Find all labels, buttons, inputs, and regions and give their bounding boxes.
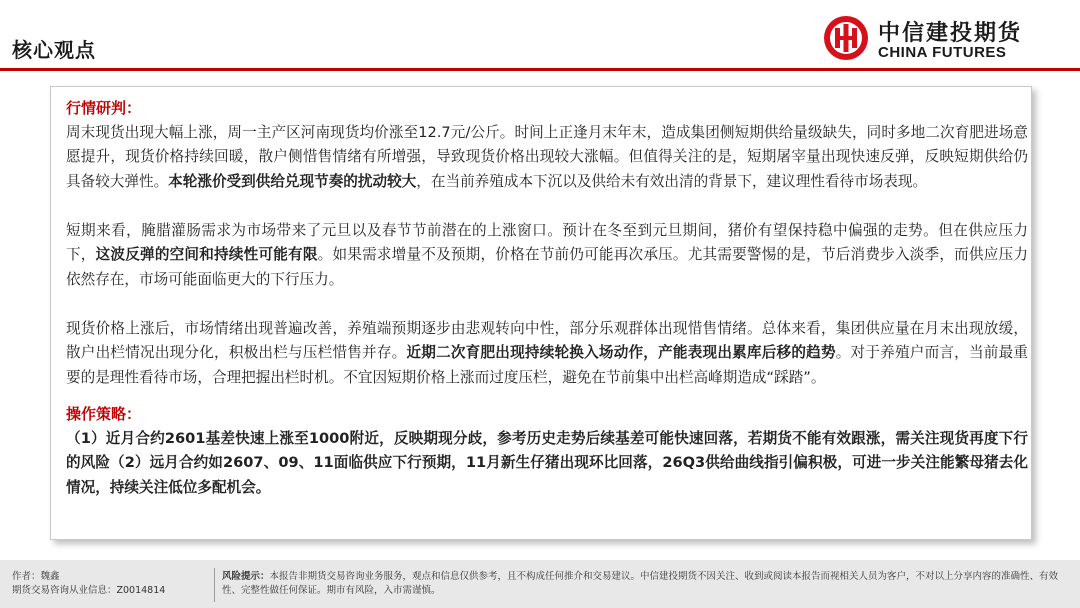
license-number: 期货交易咨询从业信息：Z0014814 (12, 585, 166, 596)
risk-label: 风险提示： (222, 571, 270, 582)
research-paragraph-3 (66, 317, 1028, 391)
page-footer (0, 560, 1080, 608)
paragraph-emphasis: 这波反弹的空间和持续性可能有限 (95, 246, 318, 263)
research-paragraph-2 (66, 219, 1028, 293)
strategy-heading: 操作策略： (66, 405, 142, 423)
paragraph-text: 。对于养殖户而言，当前最重要的是理性看待市场，合理把握出栏时机。不宜因短期价格上涨而过度压栏，避免在节前集中出栏高峰期造成“踩踏”。 (66, 344, 1028, 386)
market-research-heading: 行情研判： (66, 99, 142, 117)
page-title: 核心观点 (12, 38, 96, 62)
risk-text: 本报告非期货交易咨询业务服务，观点和信息仅供参考，且不构成任何推介和交易建议。中信建投期货不因关注、收到或阅读本报告而视相关人员为客户，不对以上分享内容的准确性、有效性、完整性做任何保证。期市有风险，入市需谨慎。 (222, 571, 1059, 596)
header-divider (0, 68, 1080, 71)
page-header (0, 0, 1080, 72)
paragraph-text: ，在当前养殖成本下沉以及供给未有效出清的背景下，建议理性看待市场表现。 (416, 172, 928, 190)
paragraph-emphasis: 近期二次育肥出现持续轮换入场动作，产能表现出累库后移的趋势 (406, 344, 836, 361)
paragraph-emphasis: 本轮涨价受到供给兑现节奏的扰动较大 (168, 172, 417, 190)
brand-name-en: CHINA FUTURES (878, 44, 1007, 61)
risk-disclaimer (222, 570, 1062, 598)
paragraph-text: 现货价格上涨后，市场情绪出现普遍改善，养殖端预期逐步由悲观转向中性，部分乐观群体出现惜售情绪。总体来看，集团供应量在月末出现放缓，散户出栏情况出现分化，积极出栏与压栏惜售并存。 (66, 319, 1028, 361)
paragraph-text: 周末现货出现大幅上涨，周一主产区河南现货均价涨至12.7元/公斤。时间上正逢月末年末，造成集团侧短期供给量级缺失，同时多地二次育肥进场意愿提升，现货价格持续回暖，散户侧惜售情绪有所增强，导致现货价格出现较大涨幅。但值得关注的是，短期屠宰量出现快速反弹，反映短期供给仍具备较大弹性。 (66, 123, 1028, 190)
brand (822, 12, 1052, 66)
content-body (66, 96, 1028, 500)
research-paragraph-1 (66, 121, 1028, 195)
footer-divider (214, 568, 215, 602)
author-name: 作者：魏鑫 (12, 571, 60, 582)
paragraph-text: 。如果需求增量不及预期，价格在节前仍可能再次承压。尤其需要警惕的是，节后消费步入淡季，而供应压力依然存在，市场可能面临更大的下行压力。 (66, 246, 1028, 288)
strategy-paragraph: （1）近月合约2601基差快速上涨至1000附近，反映期现分歧，参考历史走势后续基差可能快速回落，若期货不能有效跟涨，需关注现货再度下行的风险（2）远月合约如2607、09、11面临供应下行预期，11月新生仔猪出现环比回落，26Q3供给曲线指引偏积极，可进一步关注能繁母猪去化情况，持续关注低位多配机会。 (66, 429, 1028, 496)
paragraph-text: 短期来看，腌腊灌肠需求为市场带来了元旦以及春节节前潜在的上涨窗口。预计在冬至到元旦期间，猪价有望保持稳中偏强的走势。但在供应压力下， (66, 221, 1028, 263)
brand-name-cn: 中信建投期货 (878, 21, 1023, 46)
footer-author-info (12, 570, 212, 598)
citic-logo-icon (822, 14, 870, 62)
